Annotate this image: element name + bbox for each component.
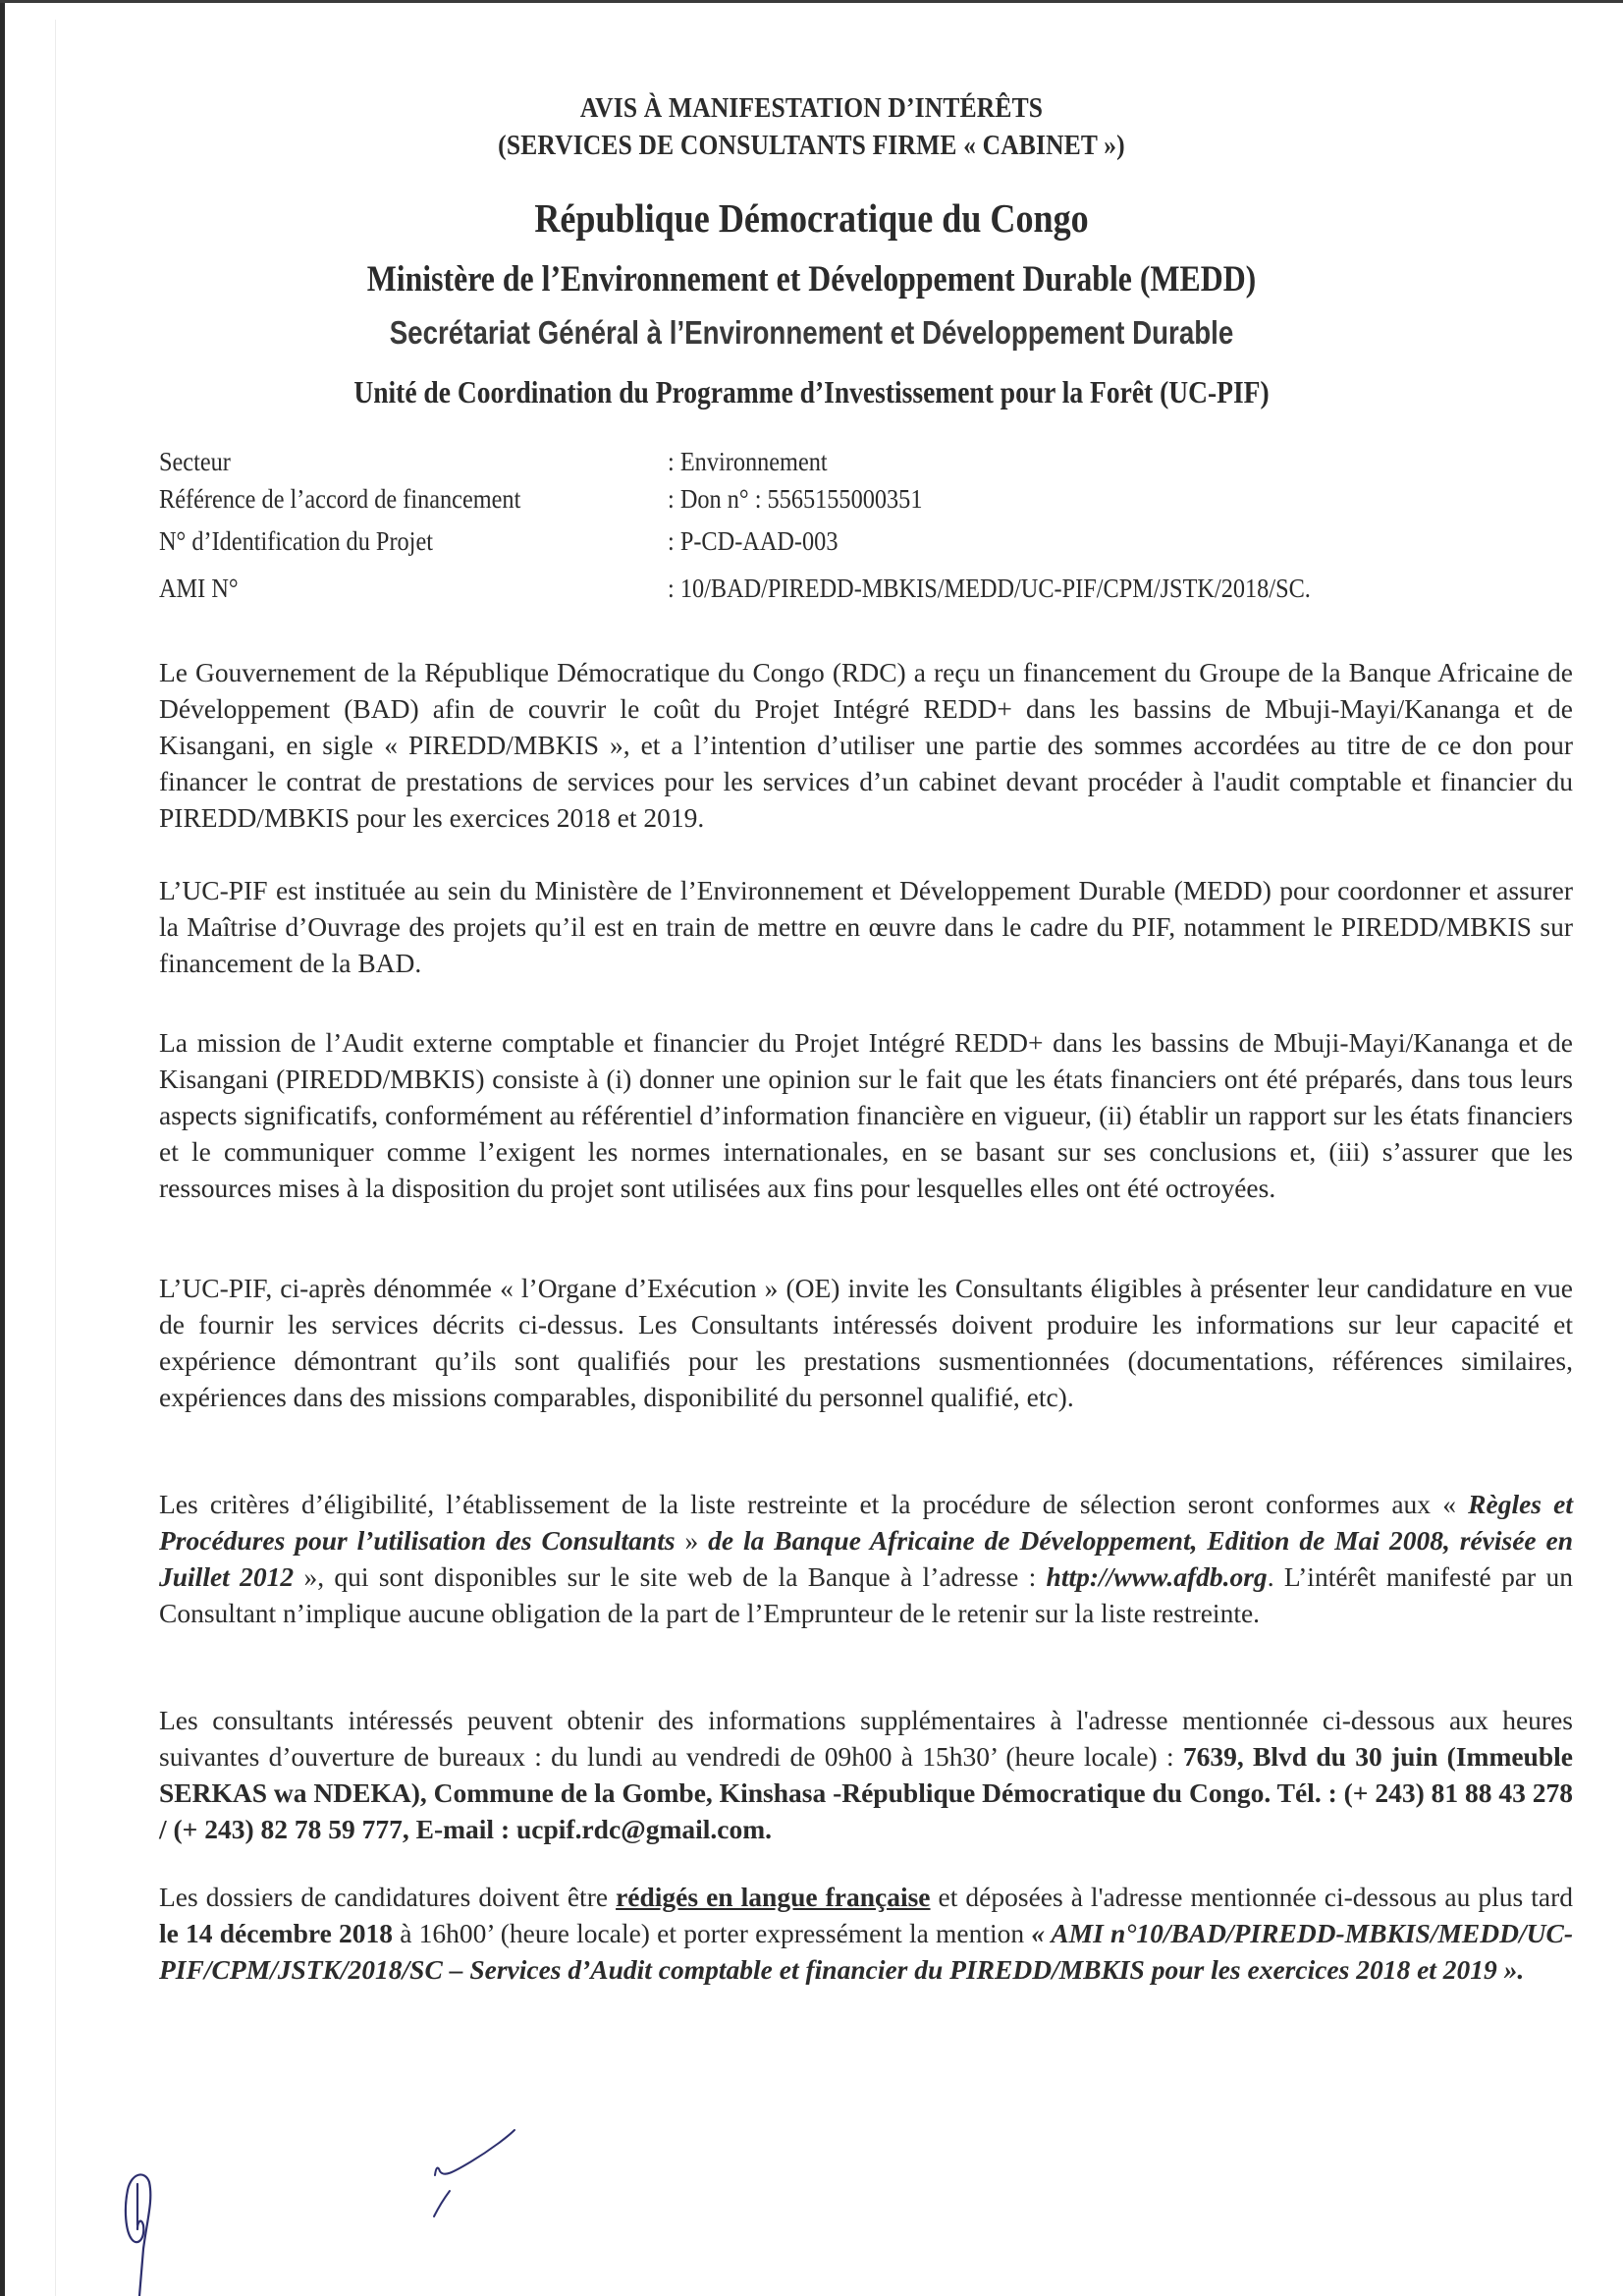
deadline-date: le 14 décembre 2018 <box>159 1918 394 1948</box>
paragraph-ucpif-role: L’UC-PIF est instituée au sein du Ministère de l’Environnement et Développement Durable (MEDD) pour coordonner et assurer la Maîtrise d’Ouvrage des projets qu’il est en train de mettre en œuvre dans le cadre du PIF, notamment le PIREDD/MBKIS sur financement de la BAD. <box>159 875 1573 978</box>
unit-name: Unité de Coordination du Programme d’Investissement pour la Forêt (UC-PIF) <box>353 374 1270 410</box>
info-value: : 10/BAD/PIREDD-MBKIS/MEDD/UC-PIF/CPM/JSTK/2018/SC. <box>668 574 1311 603</box>
info-value: : Environnement <box>668 447 828 476</box>
info-label: Référence de l’accord de financement <box>159 484 521 514</box>
info-label: Secteur <box>159 447 231 476</box>
text-run: et déposées à l'adresse mentionnée ci-dessous au plus tard <box>930 1882 1573 1912</box>
text-run: Les dossiers de candidatures doivent être <box>159 1882 617 1912</box>
scan-fold-line <box>55 20 56 2296</box>
text-run: Les critères d’éligibilité, l’établissement de la liste restreinte et la procédure de sélection seront conformes aux « <box>159 1489 1469 1519</box>
language-requirement: rédigés en langue française <box>616 1882 931 1912</box>
text-run: », qui sont disponibles sur le site web de la Banque à l’adresse : <box>294 1561 1047 1592</box>
submission-mention: « AMI n°10/BAD/PIREDD-MBKIS/MEDD/UC-PIF/CPM/JSTK/2018/SC – Services d’Audit comptable et financier du PIREDD/MBKIS pour les exercices 2018 et 2019 ». <box>159 1918 1573 1985</box>
contact-address: 7639, Blvd du 30 juin (Immeuble SERKAS wa NDEKA), Commune de la Gombe, Kinshasa -République Démocratique du Congo. Tél. : (+ 243) 81 88 43 278 / (+ 243) 82 78 59 777, E-mail : ucpif.rdc@gmail.com. <box>159 1741 1573 1844</box>
paragraph-invitation: L’UC-PIF, ci-après dénommée « l’Organe d’Exécution » (OE) invite les Consultants éligibles à présenter leur candidature en vue de fournir les services décrits ci-dessus. Les Consultants intéressés doivent produire les informations sur leur capacité et expérience démontrant qu’ils sont qualifiés pour les prestations susmentionnées (documentations, références similaires, expériences dans des missions comparables, disponibilité du personnel qualifié, etc). <box>159 1273 1573 1412</box>
ministry-name: Ministère de l’Environnement et Développement Durable (MEDD) <box>366 259 1257 300</box>
text-run: . L’intérêt manifesté par un Consultant n’implique aucune obligation de la part de l’Emprunteur de le retenir sur la liste restreinte. <box>159 1561 1573 1628</box>
paragraph-eligibility <box>159 1486 1573 1631</box>
info-value: : Don n° : 5565155000351 <box>668 484 923 514</box>
ministry-block <box>0 257 1623 302</box>
secretariat-name: Secrétariat Général à l’Environnement et Développement Durable <box>389 314 1234 351</box>
paragraph-financing: Le Gouvernement de la République Démocratique du Congo (RDC) a reçu un financement du Groupe de la Banque Africaine de Développement (BAD) afin de couvrir le coût du Projet Intégré REDD+ dans les bassins de Mbuji-Mayi/Kananga et de Kisangani, en sigle « PIREDD/MBKIS », et a l’intention d’utiliser une partie des sommes accordées au titre de ce don pour financer le contrat de prestations de services pour les services d’un cabinet devant procéder à l'audit comptable et financier du PIREDD/MBKIS pour les exercices 2018 et 2019. <box>159 657 1573 833</box>
afdb-link[interactable]: http://www.afdb.org <box>1046 1561 1268 1592</box>
text-run: » <box>675 1525 709 1556</box>
paragraph-audit-mission: La mission de l’Audit externe comptable et financier du Projet Intégré REDD+ dans les bassins de Mbuji-Mayi/Kananga et de Kisangani (PIREDD/MBKIS) consiste à (i) donner une opinion sur le fait que les états financiers ont été préparés, dans tous leurs aspects significatifs, conformément au référentiel d’information financière en vigueur, (ii) établir un rapport sur les états financiers et le communiquer comme l’exigent les normes internationales, en se basant sur ses conclusions et, (iii) s’assurer que les ressources mises à la disposition du projet sont utilisées aux fins pour lesquelles elles ont été octroyées. <box>159 1027 1573 1203</box>
info-label: AMI N° <box>159 574 239 603</box>
paragraph-submission <box>159 1879 1573 1988</box>
document-header <box>0 89 1623 164</box>
text-run: à 16h00’ (heure locale) et porter expressément la mention <box>393 1918 1032 1948</box>
info-value: : P-CD-AAD-003 <box>668 526 839 556</box>
text-run: Les consultants intéressés peuvent obtenir des informations supplémentaires à l'adresse mentionnée ci-dessous aux heures suivantes d’ouverture de bureaux : du lundi au vendredi de 09h00 à 15h30’ (heure locale) : <box>159 1705 1573 1772</box>
secretariat-block <box>0 312 1623 354</box>
scan-edge-top <box>0 0 1623 3</box>
handwritten-signature-stroke <box>432 2126 520 2219</box>
notice-subtitle: (SERVICES DE CONSULTANTS FIRME « CABINET ») <box>498 130 1125 161</box>
rules-title: Règles et Procédures pour l’utilisation des Consultants <box>159 1489 1574 1556</box>
info-label: N° d’Identification du Projet <box>159 526 433 556</box>
country-block <box>0 193 1623 243</box>
country-name: République Démocratique du Congo <box>534 195 1089 241</box>
handwritten-initial-mark <box>118 2170 177 2296</box>
notice-title: AVIS À MANIFESTATION D’INTÉRÊTS <box>579 92 1044 124</box>
paragraph-contact <box>159 1702 1573 1847</box>
rules-edition: de la Banque Africaine de Développement, Edition de Mai 2008, révisée en Juillet 2012 <box>159 1525 1574 1592</box>
unit-block <box>0 371 1623 412</box>
